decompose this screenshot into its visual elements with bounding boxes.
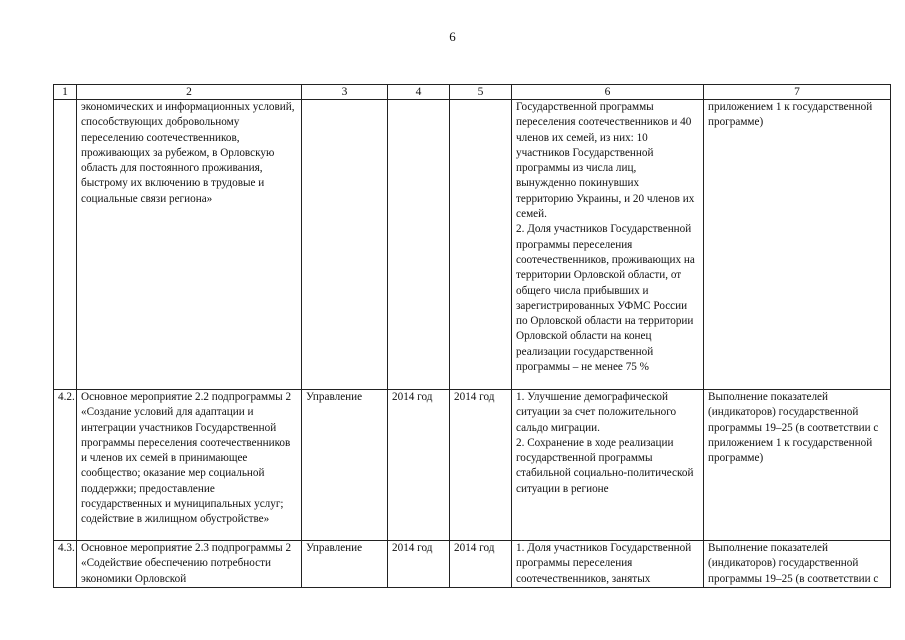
indicators-cell: Выполнение показателей (индикаторов) государственной программы 19–25 (в соответствии с приложением 1 к государственной программе)	[704, 390, 891, 541]
row-number: 4.3.	[54, 541, 77, 588]
end-year-cell	[450, 100, 512, 390]
results-cell: Государственной программы переселения соотечественников и 40 членов их семей, из них: 10 участников Государственной программы из числа лиц, вынужденно покинувших территорию Украины, и 20 членов их семей. 2. Доля участников Государственной программы переселения соотечественников, проживающих на территории Орловской области, от общего числа прибывших и зарегистрированных УФМС России по Орловской области на территории Орловской области на конец реализации государственной программы – не менее 75 %	[512, 100, 704, 390]
executor-cell: Управление	[302, 541, 388, 588]
program-table	[53, 84, 891, 588]
activity-cell: Основное мероприятие 2.3 подпрограммы 2 «Содействие обеспечению потребности экономики Орловской	[77, 541, 302, 588]
activity-cell: Основное мероприятие 2.2 подпрограммы 2 «Создание условий для адаптации и интеграции участников Государственной программы переселения соотечественников и членов их семей в принимающее сообщество; оказание мер социальной поддержки; предоставление государственных и муниципальных услуг; содействие в жилищном обустройстве»	[77, 390, 302, 541]
start-year-cell: 2014 год	[388, 390, 450, 541]
col-header-6: 6	[512, 85, 704, 100]
indicators-cell: Выполнение показателей (индикаторов) государственной программы 19–25 (в соответствии с	[704, 541, 891, 588]
col-header-4: 4	[388, 85, 450, 100]
col-header-7: 7	[704, 85, 891, 100]
table-row	[54, 100, 891, 390]
col-header-3: 3	[302, 85, 388, 100]
col-header-1: 1	[54, 85, 77, 100]
end-year-cell: 2014 год	[450, 541, 512, 588]
indicators-cell: приложением 1 к государственной программе)	[704, 100, 891, 390]
results-cell: 1. Доля участников Государственной программы переселения соотечественников, занятых	[512, 541, 704, 588]
table-row	[54, 541, 891, 588]
end-year-cell: 2014 год	[450, 390, 512, 541]
start-year-cell: 2014 год	[388, 541, 450, 588]
header-row	[54, 85, 891, 100]
results-cell: 1. Улучшение демографической ситуации за счет положительного сальдо миграции. 2. Сохранение в ходе реализации государственной программы стабильной социально-политической ситуации в регионе	[512, 390, 704, 541]
table-row	[54, 390, 891, 541]
start-year-cell	[388, 100, 450, 390]
activity-cell: экономических и информационных условий, способствующих добровольному переселению соотечественников, проживающих за рубежом, в Орловскую область для постоянного проживания, быстрому их включению в трудовые и социальные связи региона»	[77, 100, 302, 390]
executor-cell	[302, 100, 388, 390]
page-number: 6	[449, 29, 456, 44]
row-number: 4.2.	[54, 390, 77, 541]
executor-cell: Управление	[302, 390, 388, 541]
col-header-2: 2	[77, 85, 302, 100]
row-number	[54, 100, 77, 390]
col-header-5: 5	[450, 85, 512, 100]
